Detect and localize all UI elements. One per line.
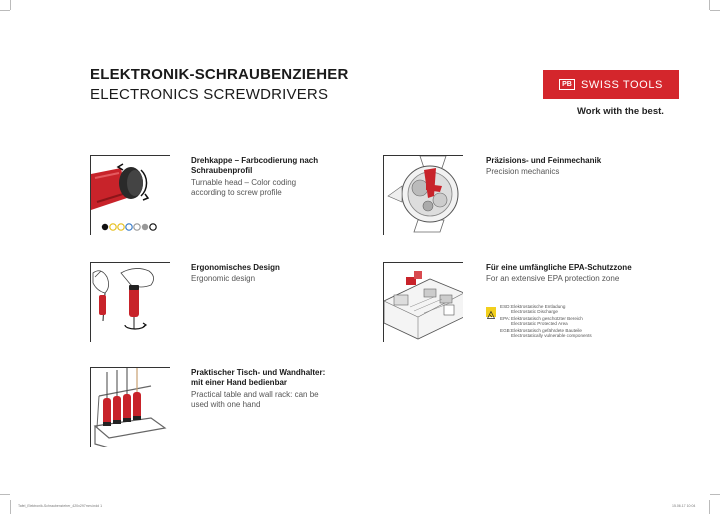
esd-de: Elektrostatische Entladung <box>511 304 566 309</box>
esd-en: Electrostatic Protected Area <box>511 321 568 327</box>
watch-movement-icon <box>384 156 463 235</box>
feature-image-rack <box>90 367 170 447</box>
crop-mark <box>10 500 11 514</box>
hands-screwdriver-icon <box>91 263 170 342</box>
feature-title-en: For an extensive EPA protection zone <box>486 274 620 283</box>
esd-legend-row <box>500 304 650 315</box>
feature-title-en: Ergonomic design <box>191 274 256 283</box>
feature-title-de: Ergonomisches Design <box>191 263 280 272</box>
esd-warning-icon <box>486 307 496 317</box>
esd-en: Electrostatic Discharge <box>511 309 558 315</box>
footer-file: Tafel_Elektronik-Schraubenzieher_420x297mm.indd 1 <box>18 504 103 508</box>
crop-mark <box>710 494 720 495</box>
esd-key: EGB: <box>500 328 511 333</box>
crop-mark <box>709 500 710 514</box>
crop-mark <box>0 494 10 495</box>
feature-image-ergonomic <box>90 262 170 342</box>
feature-title-en: Precision mechanics <box>486 167 560 176</box>
crop-mark <box>0 10 10 11</box>
feature-title-en: Turnable head – Color coding according to screw profile <box>191 178 297 197</box>
pb-logo-icon: PB <box>559 79 575 90</box>
esd-de: Elektrostatisch geschützter Bereich <box>511 316 583 321</box>
crop-mark <box>710 10 720 11</box>
page-title-en: ELECTRONICS SCREWDRIVERS <box>90 86 329 103</box>
screwdriver-turnable-head-icon <box>91 156 170 235</box>
feature-image-precision <box>383 155 463 235</box>
screwdriver-rack-icon <box>91 368 170 447</box>
brand-logo <box>543 70 679 99</box>
esd-de: Elektrostatisch gefährdete Bauteile <box>511 328 582 333</box>
brand-name: SWISS TOOLS <box>581 78 663 91</box>
crop-mark <box>709 0 710 10</box>
feature-title-de: Drehkappe – Farbcodierung nach Schraubenprofil <box>191 156 319 175</box>
esd-key: EPA: <box>500 316 511 321</box>
footer-date: 15.06.17 10:04 <box>672 504 696 508</box>
esd-en: Electrostatically vulnerable components <box>511 333 592 339</box>
feature-title-en: Practical table and wall rack: can be used with one hand <box>191 390 319 409</box>
feature-title-de: Für eine umfängliche EPA-Schutzzone <box>486 263 632 272</box>
page-title-de: ELEKTRONIK-SCHRAUBENZIEHER <box>90 66 349 83</box>
esd-key: ESD: <box>500 304 511 309</box>
feature-title-de: Präzisions- und Feinmechanik <box>486 156 602 165</box>
feature-image-epa <box>383 262 463 342</box>
esd-legend-row <box>500 316 650 327</box>
brand-tagline: Work with the best. <box>577 106 664 117</box>
feature-image-turnable-head <box>90 155 170 235</box>
crop-mark <box>10 0 11 10</box>
esd-legend-row <box>500 328 650 339</box>
circuit-board-icon <box>384 263 463 342</box>
feature-title-de: Praktischer Tisch- und Wandhalter: mit einer Hand bedienbar <box>191 368 326 387</box>
